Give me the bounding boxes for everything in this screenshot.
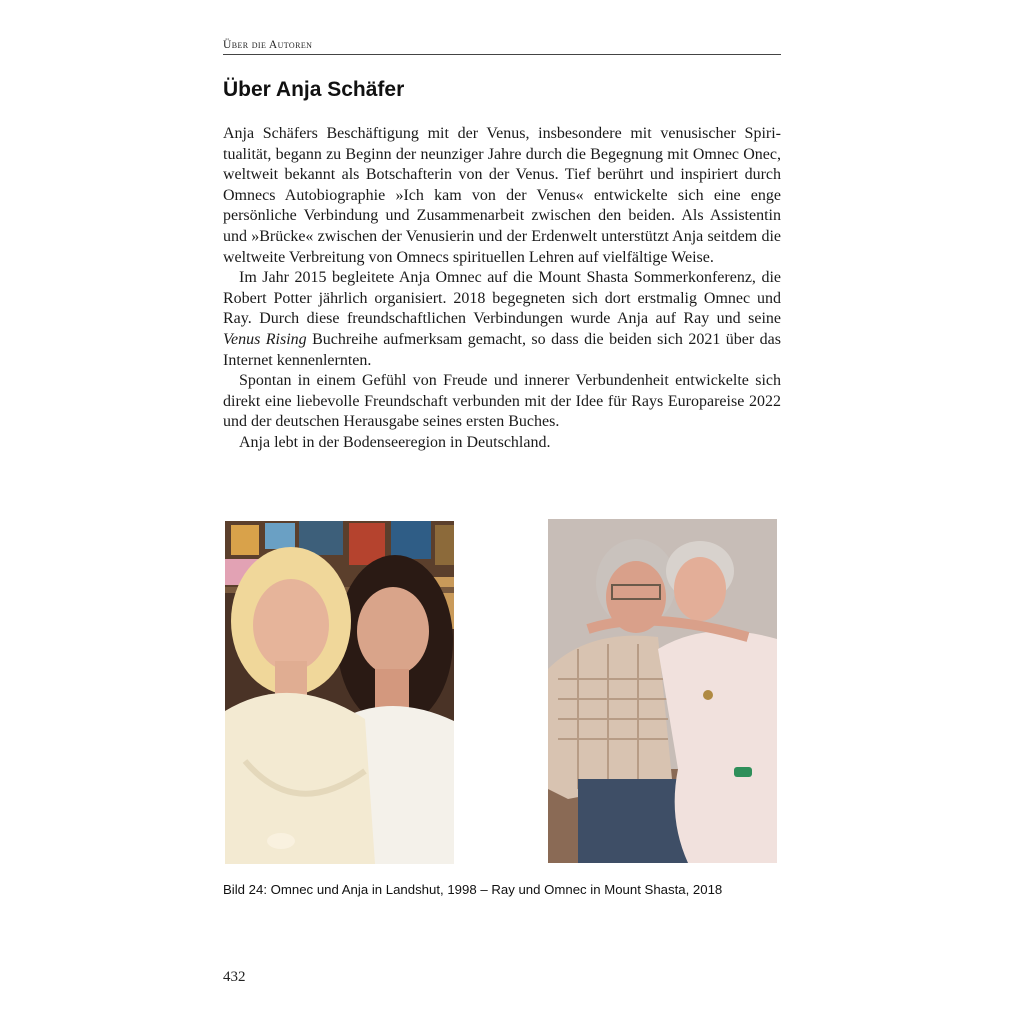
paragraph-3: Spontan in einem Gefühl von Freude und innerer Verbundenheit entwickelte sich direkt eine liebevolle Freundschaft verbunden mit der Idee für Rays Europareise 2022 und der deutschen Herausgabe seines ersten Buches. [223, 372, 781, 431]
photo-ray-omnec-image [548, 519, 777, 863]
page-number: 432 [223, 969, 246, 985]
paragraph-2 [223, 268, 781, 371]
photo-omnec-anja-image [225, 521, 454, 864]
book-series-title: Venus Rising [223, 330, 307, 348]
figure-caption: Bild 24: Omnec und Anja in Landshut, 1998 – Ray und Omnec in Mount Shasta, 2018 [223, 882, 723, 897]
section-title: Über Anja Schäfer [223, 78, 405, 101]
running-head: Über die Autoren [223, 39, 313, 51]
paragraph-1: Anja Schäfers Beschäftigung mit der Venus, insbesondere mit venusischer Spiritualität, begann zu Beginn der neunziger Jahre durch die Begegnung mit Omnec Onec, weltweit bekannt als Botschafterin von der Venus. Tief berührt und inspiriert durch Omnecs Autobiographie »Ich kam von der Venus« entwickelte sich eine enge persönliche Verbindung und Zusammenarbeit zwischen den beiden. Als Assistentin und »Brücke« zwischen der Venusierin und der Erdenwelt unterstützt Anja seitdem die weltweite Verbreitung von Omnecs spirituellen Lehren auf vielfältige Weise. [223, 125, 781, 266]
paragraph-2-end: Buchreihe aufmerksam gemacht, so dass die beiden sich 2021 über das Internet kennenlernten. [223, 330, 781, 369]
paragraph-4: Anja lebt in der Bodenseeregion in Deutschland. [239, 433, 551, 451]
photo-omnec-anja [225, 521, 454, 864]
body-text [223, 124, 781, 454]
photo-ray-omnec [548, 519, 777, 863]
header-rule [223, 54, 781, 55]
paragraph-2-start: Im Jahr 2015 begleitete Anja Omnec auf die Mount Shasta Sommerkonferenz, die Robert Potter jährlich organisiert. 2018 begegneten sich dort erstmalig Omnec und Ray. Durch diese freundschaftlichen Verbindungen wurde Anja auf Ray und seine [223, 269, 781, 328]
